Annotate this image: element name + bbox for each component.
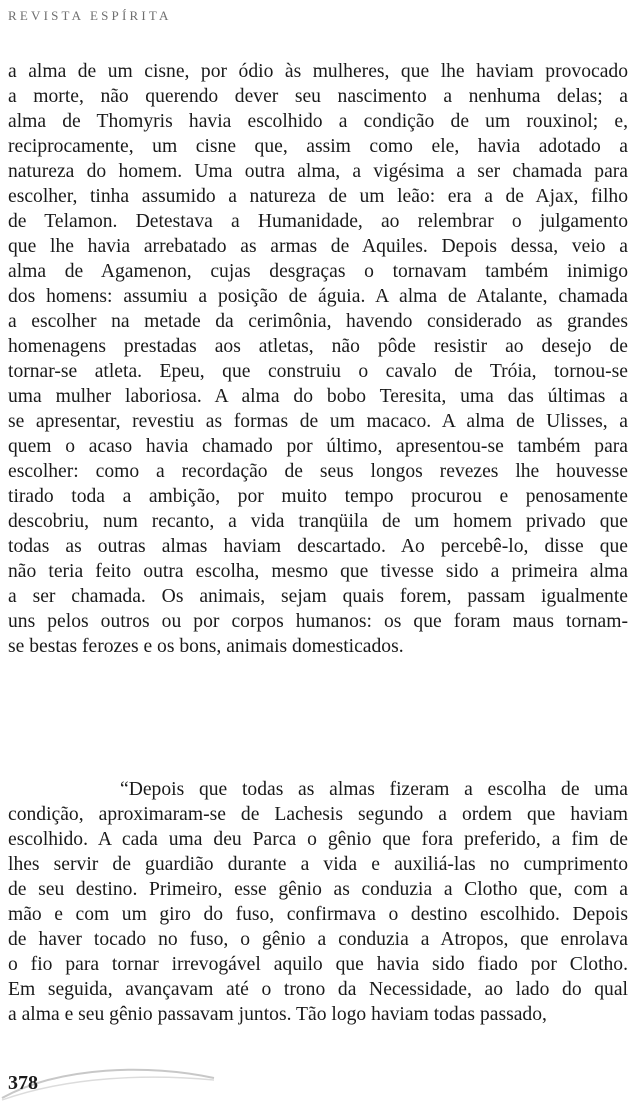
text-line: de Telamon. Detestava a Humanidade, ao relembrar o julgamento <box>8 211 628 232</box>
text-line: tirado toda a ambição, por muito tempo procurou e penosamente <box>8 486 628 507</box>
text-line: dos homens: assumiu a posição de águia. A alma de Atalante, chamada <box>8 286 628 307</box>
text-line: que lhe havia arrebatado as armas de Aquiles. Depois dessa, veio a <box>8 236 628 257</box>
text-line: natureza do homem. Uma outra alma, a vigésima a ser chamada para <box>8 161 628 182</box>
text-line: de seu destino. Primeiro, esse gênio as conduzia a Clotho que, com a <box>8 879 628 900</box>
text-line: quem o acaso havia chamado por último, apresentou-se também para <box>8 436 628 457</box>
text-line: se apresentar, revestiu as formas de um macaco. A alma de Ulisses, a <box>8 411 628 432</box>
text-line: a morte, não querendo dever seu nascimento a nenhuma delas; a <box>8 86 628 107</box>
text-line: Em seguida, avançavam até o trono da Necessidade, ao lado do qual <box>8 979 628 1000</box>
text-line: escolher: como a recordação de seus longos revezes lhe houvesse <box>8 461 628 482</box>
text-line: mão e com um giro do fuso, confirmava o destino escolhido. Depois <box>8 904 628 925</box>
text-line: escolher, tinha assumido a natureza de um leão: era a de Ajax, filho <box>8 186 628 207</box>
text-line: “Depois que todas as almas fizeram a escolha de uma <box>120 779 628 800</box>
text-line: não teria feito outra escolha, mesmo que tivesse sido a primeira alma <box>8 561 628 582</box>
paragraph <box>8 59 628 659</box>
text-line: alma de Agamenon, cujas desgraças o tornavam também inimigo <box>8 261 628 282</box>
text-line: uma mulher laboriosa. A alma do bobo Teresita, uma das últimas a <box>8 386 628 407</box>
running-header: REVISTA ESPÍRITA <box>8 8 172 23</box>
text-line: alma de Thomyris havia escolhido a condição de um rouxinol; e, <box>8 111 628 132</box>
page-number: 378 <box>8 1072 38 1094</box>
text-line: o fio para tornar irrevogável aquilo que havia sido fiado por Clotho. <box>8 954 628 975</box>
text-line: a ser chamada. Os animais, sejam quais forem, passam igualmente <box>8 586 628 607</box>
text-line: reciprocamente, um cisne que, assim como ele, havia adotado a <box>8 136 628 157</box>
text-line: condição, aproximaram-se de Lachesis segundo a ordem que haviam <box>8 804 628 825</box>
text-line: tornar-se atleta. Epeu, que construiu o cavalo de Tróia, tornou-se <box>8 361 628 382</box>
text-line: a escolher na metade da cerimônia, havendo considerado as grandes <box>8 311 628 332</box>
text-line: a alma de um cisne, por ódio às mulheres, que lhe haviam provocado <box>8 61 628 82</box>
text-line: homenagens prestadas aos atletas, não pôde resistir ao desejo de <box>8 336 628 357</box>
text-line: se bestas ferozes e os bons, animais domesticados. <box>8 636 404 657</box>
text-line: todas as outras almas haviam descartado. Ao percebê-lo, disse que <box>8 536 628 557</box>
text-line: uns pelos outros ou por corpos humanos: os que foram maus tornam- <box>8 611 628 632</box>
paragraph <box>8 777 628 1027</box>
text-line: escolhido. A cada uma deu Parca o gênio que fora preferido, a fim de <box>8 829 628 850</box>
text-line: a alma e seu gênio passavam juntos. Tão logo haviam todas passado, <box>8 1004 547 1025</box>
text-line: lhes servir de guardião durante a vida e auxiliá-las no cumprimento <box>8 854 628 875</box>
text-line: descobriu, num recanto, a vida tranqüila de um homem privado que <box>8 511 628 532</box>
text-line: de haver tocado no fuso, o gênio a conduzia a Atropos, que enrolava <box>8 929 628 950</box>
